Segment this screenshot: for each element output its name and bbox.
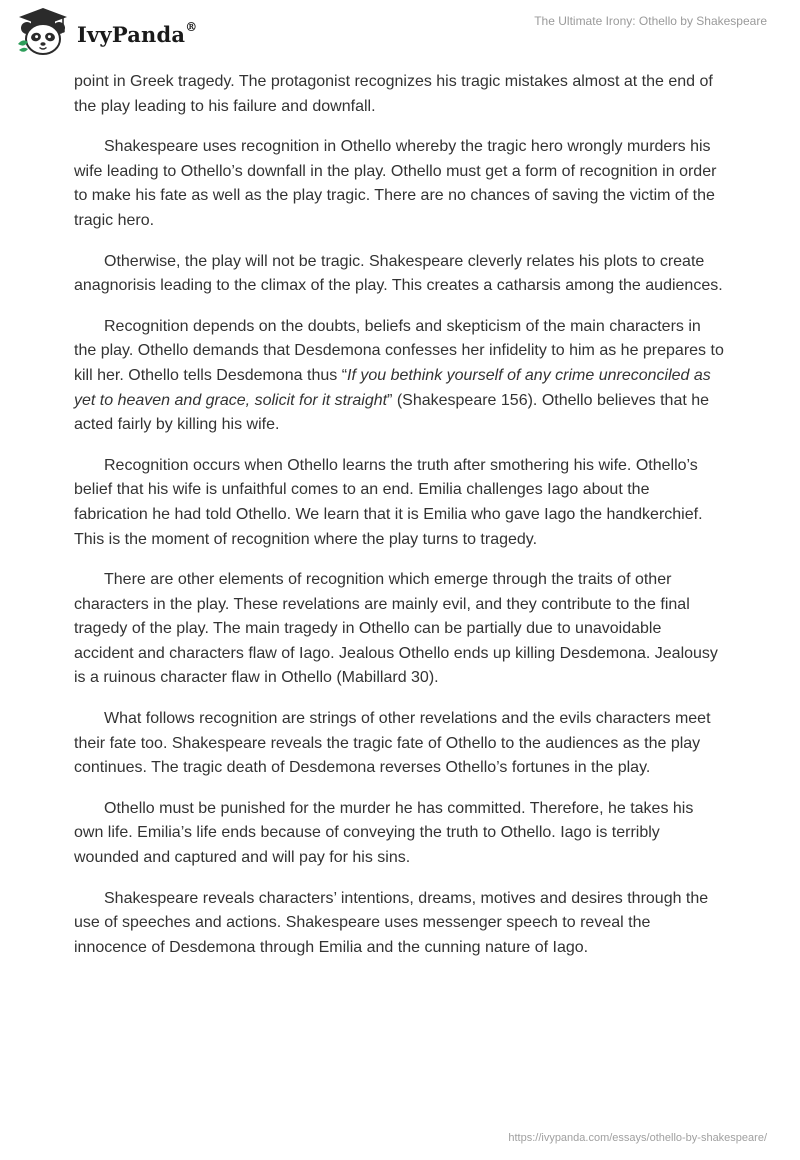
paragraph: Othello must be punished for the murder he has committed. Therefore, he takes his own life. Emilia’s life ends because of conveying the truth to Othello. Iago is terribly wounded and captured and will pay for his sins. [74, 799, 694, 867]
registered-mark: ® [185, 19, 198, 34]
paragraph-text: ” (Shakespeare 156). Othello believes that he acted fairly by killing his wife. [74, 391, 710, 434]
paragraph: Recognition occurs when Othello learns the truth after smothering his wife. Othello’s belief that his wife is unfaithful comes to an end. Emilia challenges Iago about the fabrication he had told Othello. We learn that it is Emilia who gave Iago the handkerchief. This is the moment of recognition where the play turns to tragedy. [74, 456, 703, 548]
paragraph: What follows recognition are strings of other revelations and the evils characters meet their fate too. Shakespeare reveals the tragic fate of Othello to the audiences as the play continues. The tragic death of Desdemona reverses Othello’s fortunes in the play. [74, 710, 711, 777]
paragraph: Shakespeare reveals characters’ intentions, dreams, motives and desires through the use of speeches and actions. Shakespeare uses messenger speech to reveal the innocence of Desdemona through Emilia and the cunning nature of Iago. [74, 889, 709, 956]
quotation: If you bethink yourself of any crime unreconciled as yet to heaven and grace, solicit for it straight [74, 366, 711, 409]
document-title: The Ultimate Irony: Othello by Shakespeare [534, 14, 767, 28]
brand-name: IvyPanda® [77, 19, 198, 47]
paragraph-text: Recognition depends on the doubts, beliefs and skepticism of the main characters in the play. Othello demands that Desdemona confesses her infidelity to him as he prepares to kill her. Othello tells Desdemona thus “ [74, 317, 724, 384]
page-header [0, 0, 800, 70]
essay-body [74, 70, 724, 976]
paragraph: point in Greek tragedy. The protagonist recognizes his tragic mistakes almost at the end of the play leading to his failure and downfall. [74, 73, 713, 115]
brand-logo[interactable] [15, 6, 197, 58]
paragraph: Shakespeare uses recognition in Othello whereby the tragic hero wrongly murders his wife leading to Othello’s downfall in the play. Othello must get a form of recognition in order to make his fate as well as the play tragic. There are no chances of saving the victim of the tragic hero. [74, 138, 717, 229]
source-url[interactable]: https://ivypanda.com/essays/othello-by-shakespeare/ [508, 1132, 767, 1144]
paragraph: Otherwise, the play will not be tragic. Shakespeare cleverly relates his plots to create anagnorisis leading to the climax of the play. This creates a catharsis among the audiences. [74, 252, 723, 295]
paragraph: There are other elements of recognition which emerge through the traits of other characters in the play. These revelations are mainly evil, and they contribute to the final tragedy of the play. The main tragedy in Othello can be partially due to unavoidable accident and characters flaw of Iago. Jealous Othello ends up killing Desdemona. Jealousy is a ruinous character flaw in Othello (Mabillard 30). [74, 571, 718, 687]
paragraph-with-quote [74, 315, 724, 438]
panda-graduate-icon [15, 6, 71, 58]
